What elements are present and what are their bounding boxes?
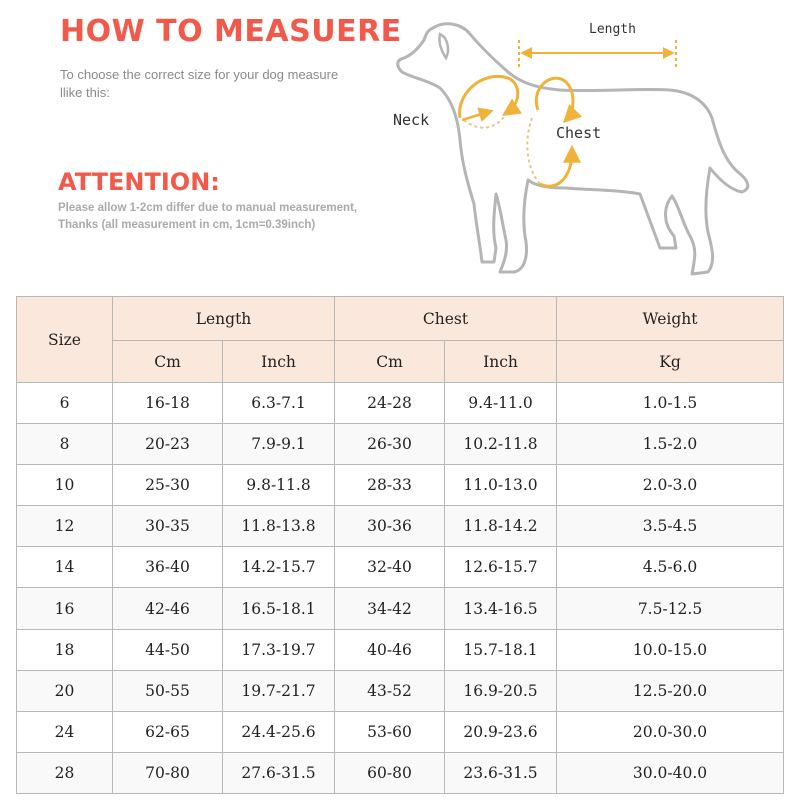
chest-cm-cell: 53-60 <box>335 711 445 752</box>
size-cell: 6 <box>17 383 113 424</box>
length-cm-header: Cm <box>113 341 223 383</box>
table-row <box>17 465 784 506</box>
chest-inch-cell: 10.2-11.8 <box>445 424 557 465</box>
neck-measure-loop <box>460 76 518 118</box>
dog-ear <box>439 34 448 58</box>
length-label: Length <box>589 22 636 37</box>
neck-pointer-arrow <box>462 112 488 120</box>
table-row <box>17 383 784 424</box>
weight-kg-cell: 3.5-4.5 <box>557 506 784 547</box>
length-inch-cell: 9.8-11.8 <box>223 465 335 506</box>
chest-cm-cell: 43-52 <box>335 670 445 711</box>
length-inch-cell: 19.7-21.7 <box>223 670 335 711</box>
chest-inch-cell: 11.8-14.2 <box>445 506 557 547</box>
neck-label: Neck <box>393 111 430 129</box>
length-cm-cell: 16-18 <box>113 383 223 424</box>
weight-kg-cell: 2.0-3.0 <box>557 465 784 506</box>
size-cell: 16 <box>17 588 113 629</box>
weight-kg-cell: 4.5-6.0 <box>557 547 784 588</box>
size-cell: 18 <box>17 629 113 670</box>
chest-cm-cell: 30-36 <box>335 506 445 547</box>
chest-inch-cell: 11.0-13.0 <box>445 465 557 506</box>
weight-kg-cell: 10.0-15.0 <box>557 629 784 670</box>
attention-note-line-2: Thanks (all measurement in cm, 1cm=0.39inch) <box>58 219 316 231</box>
dog-measurement-diagram <box>380 0 770 295</box>
chest-lower-arrow <box>540 152 572 186</box>
chest-measure-loop <box>536 78 573 118</box>
chest-inch-cell: 12.6-15.7 <box>445 547 557 588</box>
measure-instructions: To choose the correct size for your dog measure llike this: <box>60 67 339 100</box>
length-cm-cell: 20-23 <box>113 424 223 465</box>
weight-kg-cell: 30.0-40.0 <box>557 752 784 793</box>
chest-inch-cell: 20.9-23.6 <box>445 711 557 752</box>
size-cell: 14 <box>17 547 113 588</box>
table-row <box>17 752 784 793</box>
chest-inch-cell: 15.7-18.1 <box>445 629 557 670</box>
chest-cm-cell: 26-30 <box>335 424 445 465</box>
chest-inch-cell: 9.4-11.0 <box>445 383 557 424</box>
table-row <box>17 547 784 588</box>
length-cm-cell: 70-80 <box>113 752 223 793</box>
table-row <box>17 424 784 465</box>
size-cell: 28 <box>17 752 113 793</box>
length-cm-cell: 62-65 <box>113 711 223 752</box>
length-inch-cell: 16.5-18.1 <box>223 588 335 629</box>
table-row <box>17 588 784 629</box>
length-cm-cell: 30-35 <box>113 506 223 547</box>
chest-cm-cell: 32-40 <box>335 547 445 588</box>
table-row <box>17 670 784 711</box>
length-inch-cell: 11.8-13.8 <box>223 506 335 547</box>
length-cm-cell: 50-55 <box>113 670 223 711</box>
weight-kg-cell: 1.0-1.5 <box>557 383 784 424</box>
chest-cm-cell: 28-33 <box>335 465 445 506</box>
chest-label: Chest <box>556 124 602 142</box>
length-cm-cell: 44-50 <box>113 629 223 670</box>
chest-inch-cell: 16.9-20.5 <box>445 670 557 711</box>
chest-cm-header: Cm <box>335 341 445 383</box>
length-inch-cell: 24.4-25.6 <box>223 711 335 752</box>
size-header: Size <box>17 297 113 383</box>
length-inch-cell: 6.3-7.1 <box>223 383 335 424</box>
weight-kg-cell: 20.0-30.0 <box>557 711 784 752</box>
dog-outline <box>398 24 748 274</box>
weight-kg-cell: 1.5-2.0 <box>557 424 784 465</box>
weight-kg-cell: 7.5-12.5 <box>557 588 784 629</box>
length-cm-cell: 25-30 <box>113 465 223 506</box>
length-group-header: Length <box>113 297 335 341</box>
chest-group-header: Chest <box>335 297 557 341</box>
chest-cm-cell: 60-80 <box>335 752 445 793</box>
chest-dashed-loop <box>527 118 540 184</box>
attention-heading: ATTENTION: <box>58 168 220 196</box>
length-inch-header: Inch <box>223 341 335 383</box>
size-cell: 10 <box>17 465 113 506</box>
table-row <box>17 629 784 670</box>
length-inch-cell: 27.6-31.5 <box>223 752 335 793</box>
weight-kg-header: Kg <box>557 341 784 383</box>
chest-inch-cell: 13.4-16.5 <box>445 588 557 629</box>
neck-dashed-loop <box>464 114 506 128</box>
length-inch-cell: 17.3-19.7 <box>223 629 335 670</box>
weight-kg-cell: 12.5-20.0 <box>557 670 784 711</box>
page-title: HOW TO MEASUERE <box>60 14 402 49</box>
chest-inch-header: Inch <box>445 341 557 383</box>
table-row <box>17 711 784 752</box>
chest-cm-cell: 24-28 <box>335 383 445 424</box>
size-chart-table <box>16 296 784 794</box>
size-cell: 8 <box>17 424 113 465</box>
length-cm-cell: 42-46 <box>113 588 223 629</box>
chest-inch-cell: 23.6-31.5 <box>445 752 557 793</box>
length-inch-cell: 7.9-9.1 <box>223 424 335 465</box>
length-inch-cell: 14.2-15.7 <box>223 547 335 588</box>
chest-cm-cell: 40-46 <box>335 629 445 670</box>
table-row <box>17 506 784 547</box>
attention-note-line-1: Please allow 1-2cm differ due to manual measurement, <box>58 202 358 214</box>
size-cell: 12 <box>17 506 113 547</box>
attention-note <box>58 200 418 234</box>
length-cm-cell: 36-40 <box>113 547 223 588</box>
size-cell: 24 <box>17 711 113 752</box>
size-cell: 20 <box>17 670 113 711</box>
weight-group-header: Weight <box>557 297 784 341</box>
chest-cm-cell: 34-42 <box>335 588 445 629</box>
